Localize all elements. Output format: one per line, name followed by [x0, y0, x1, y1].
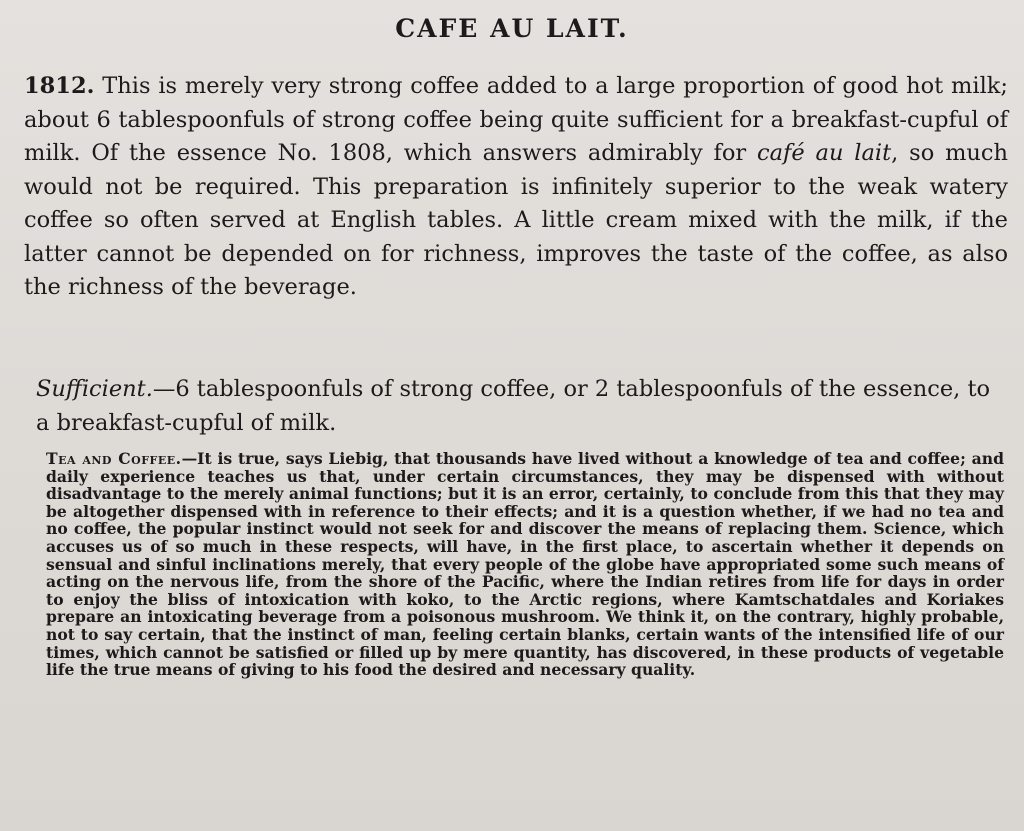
- recipe-italic-term: café au lait: [757, 140, 892, 166]
- recipe-text-part-1: This is merely very strong coffee added to a large proportion of good hot milk; about 6 tablespoonfuls of strong coffee being quite sufficient for a breakfast-cupful of milk. Of the essence No. 1808, which answers admirably for: [24, 73, 1008, 166]
- note-heading: Tea and Coffee.: [46, 449, 182, 468]
- recipe-number: 1812.: [24, 73, 95, 99]
- recipe-paragraph: [24, 70, 1008, 305]
- sufficient-paragraph: [36, 372, 1008, 440]
- note-text: —It is true, says Liebig, that thousands have lived without a knowledge of tea and coffee; and daily experience teaches us that, under certain circumstances, they may be dispensed with without disadvantage to the merely animal functions; but it is an error, certainly, to conclude from this that they may be altogether dispensed with in reference to their effects; and it is a question whether, if we had no tea and no coffee, the popular instinct would not seek for and discover the means of replacing them. Science, which accuses us of so much in these respects, will have, in the first place, to ascertain whether it depends on sensual and sinful inclinations merely, that every people of the globe have appropriated some such means of acting on the nervous life, from the shore of the Pacific, where the Indian retires from life for days in order to enjoy the bliss of intoxication with koko, to the Arctic regions, where Kamtschatdales and Koriakes prepare an intoxicating beverage from a poisonous mushroom. We think it, on the contrary, highly probable, not to say certain, that the instinct of man, feeling certain blanks, certain wants of the intensified life of our times, which cannot be satisfied or filled up by mere quantity, has discovered, in these products of vegetable life the true means of giving to his food the desired and necessary quality.: [46, 449, 1004, 680]
- recipe-text-part-2: , so much would not be required. This preparation is infinitely superior to the weak watery coffee so often served at English tables. A little cream mixed with the milk, if the latter cannot be depended on for richness, improves the taste of the coffee, as also the richness of the beverage.: [24, 140, 1009, 300]
- sufficient-label: Sufficient.: [36, 376, 153, 402]
- page-title: CAFE AU LAIT.: [395, 14, 629, 43]
- sufficient-text: —6 tablespoonfuls of strong coffee, or 2 tablespoonfuls of the essence, to a breakfast-cupful of milk.: [36, 376, 991, 436]
- tea-and-coffee-note: [46, 450, 1004, 679]
